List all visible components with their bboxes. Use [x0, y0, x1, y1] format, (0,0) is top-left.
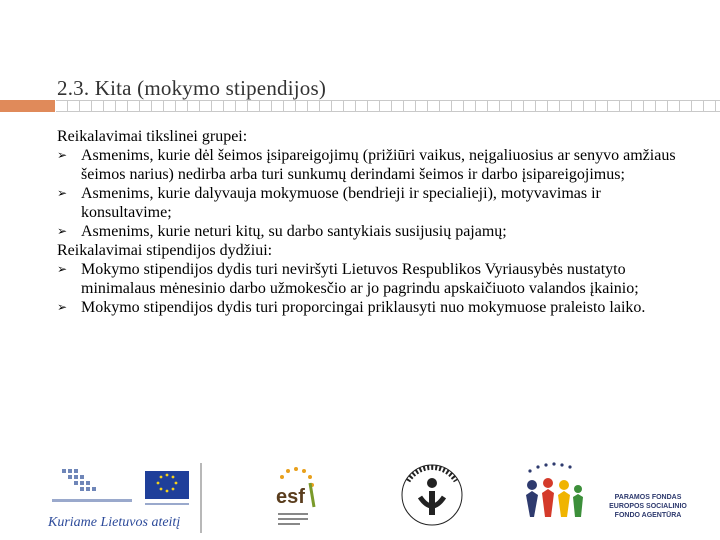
esf-agency-logo [518, 461, 698, 531]
arrow-bullet-icon: ➢ [57, 300, 68, 314]
bullet-item [57, 146, 677, 184]
esf-text: esf [276, 486, 305, 508]
divider-grid [56, 100, 720, 112]
bullet-text: Mokymo stipendijos dydis turi neviršyti Lietuvos Respublikos Vyriausybės nustatyto minimalaus mėnesinio darbo užmokesčio ar jo pagrindu apskaičiuoto valandos įkainio; [81, 261, 639, 297]
bullet-item [57, 184, 677, 222]
ministry-caption: Kuriame Lietuvos ateitį [48, 515, 181, 530]
bullet-item [57, 222, 677, 241]
arrow-bullet-icon: ➢ [57, 262, 68, 276]
section-heading: Reikalavimai tikslinei grupei: [57, 128, 248, 145]
divider-accent [0, 100, 55, 112]
bullet-text: Asmenims, kurie neturi kitų, su darbo santykiais susijusių pajamų; [81, 223, 507, 240]
title-divider [0, 100, 720, 112]
logo-bar [0, 455, 720, 540]
arrow-bullet-icon: ➢ [57, 224, 68, 238]
bullet-text: Mokymo stipendijos dydis turi proporcingai priklausyti nuo mokymuose praleisto laiko. [81, 299, 646, 316]
bullet-item [57, 260, 677, 298]
section-heading: Reikalavimai stipendijos dydžiui: [57, 242, 273, 259]
bullet-text: Asmenims, kurie dalyvauja mokymuose (bendrieji ir specialieji), motyvavimas ir konsultavime; [81, 185, 601, 221]
arrow-bullet-icon: ➢ [57, 186, 68, 200]
bullet-item [57, 298, 677, 317]
slide-body [57, 127, 677, 317]
esf-logo [270, 463, 322, 533]
agency-name: PARAMOS FONDAS EUROPOS SOCIALINIO FONDO AGENTŪRA [609, 494, 687, 519]
ministry-eu-logo [40, 463, 200, 533]
arrow-bullet-icon: ➢ [57, 148, 68, 162]
social-ministry-logo [398, 461, 466, 531]
slide-title: 2.3. Kita (mokymo stipendijos) [57, 76, 327, 100]
bullet-text: Asmenims, kurie dėl šeimos įsipareigojimų (prižiūri vaikus, neįgaliuosius ar senyvo amžiaus šeimos narius) nedirba arba turi sunkumų derindami šeimos ir darbo įsipareigojimus; [81, 147, 676, 183]
